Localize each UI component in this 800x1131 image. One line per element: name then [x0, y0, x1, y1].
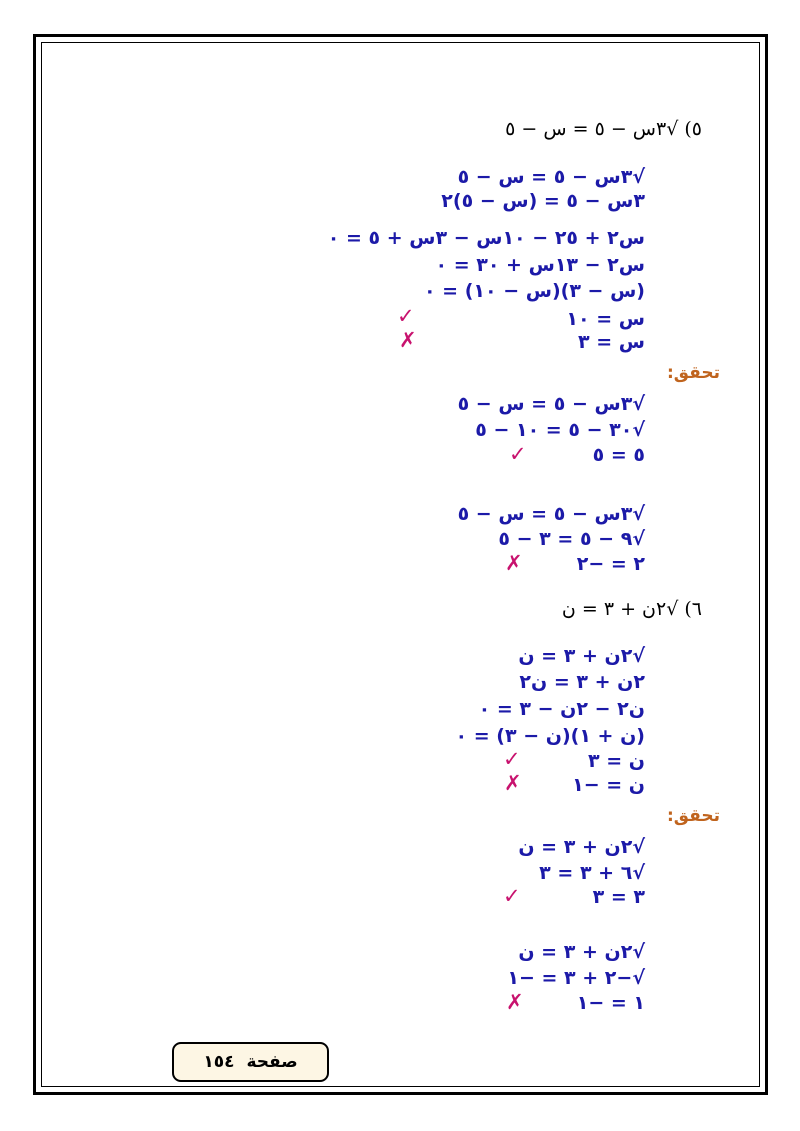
- problem-5-statement: ٥) √٣س − ٥ = س − ٥: [505, 118, 702, 140]
- page-number-tag: [172, 1042, 329, 1082]
- p6-step-2: ٢ن + ٣ = ن٢: [519, 671, 645, 693]
- p5-step-4: س٢ − ١٣س + ٣٠ = ٠: [435, 254, 645, 276]
- p5-check1-line-2: √٣٠ − ٥ = ١٠ − ٥: [475, 419, 645, 441]
- page-border-inner: [41, 42, 760, 1087]
- check-mark-icon: ✓: [503, 884, 521, 908]
- check-mark-icon: ✓: [397, 304, 415, 328]
- p5-step-1: √٣س − ٥ = س − ٥: [457, 166, 645, 188]
- p6-step-4: (ن + ١)(ن − ٣) = ٠: [455, 725, 645, 747]
- p6-step-5: ن = ٣: [588, 750, 645, 772]
- p6-step-1: √٢ن + ٣ = ن: [518, 645, 645, 667]
- page-number: ١٥٤: [203, 1052, 235, 1072]
- cross-mark-icon: ✗: [506, 990, 524, 1014]
- p5-check2-line-1: √٣س − ٥ = س − ٥: [457, 503, 645, 525]
- cross-mark-icon: ✗: [505, 551, 523, 575]
- p5-step-2: ٣س − ٥ = (س − ٥)٢: [441, 190, 645, 212]
- p5-step-3: س٢ + ٢٥ − ١٠س − ٣س + ٥ = ٠: [327, 227, 645, 249]
- p6-check2-line-2: √−٢ + ٣ = −١: [507, 967, 645, 989]
- p6-check1-line-1: √٢ن + ٣ = ن: [518, 836, 645, 858]
- p5-check2-line-2: √٩ − ٥ = ٣ − ٥: [498, 528, 645, 550]
- p6-check2-line-1: √٢ن + ٣ = ن: [518, 941, 645, 963]
- check-mark-icon: ✓: [509, 442, 527, 466]
- cross-mark-icon: ✗: [399, 328, 417, 352]
- p5-check1-line-3: ٥ = ٥: [592, 444, 645, 466]
- p5-verify-label: تحقق:: [667, 363, 720, 383]
- p6-check1-line-3: ٣ = ٣: [592, 886, 645, 908]
- p6-step-3: ن٢ − ٢ن − ٣ = ٠: [478, 698, 645, 720]
- cross-mark-icon: ✗: [504, 771, 522, 795]
- p5-step-7: س = ٣: [578, 331, 645, 353]
- p6-verify-label: تحقق:: [667, 806, 720, 826]
- p5-check2-line-3: ٢ = −٢: [576, 553, 645, 575]
- check-mark-icon: ✓: [503, 747, 521, 771]
- p6-check1-line-2: √٦ + ٣ = ٣: [539, 862, 645, 884]
- p5-check1-line-1: √٣س − ٥ = س − ٥: [457, 393, 645, 415]
- p6-check2-line-3: ١ = −١: [576, 992, 645, 1014]
- p5-step-5: (س − ٣)(س − ١٠) = ٠: [423, 280, 645, 302]
- problem-6-statement: ٦) √٢ن + ٣ = ن: [561, 598, 702, 620]
- p6-step-6: ن = −١: [572, 774, 645, 796]
- page-label: صفحة: [246, 1052, 298, 1072]
- p5-step-6: س = ١٠: [566, 308, 645, 330]
